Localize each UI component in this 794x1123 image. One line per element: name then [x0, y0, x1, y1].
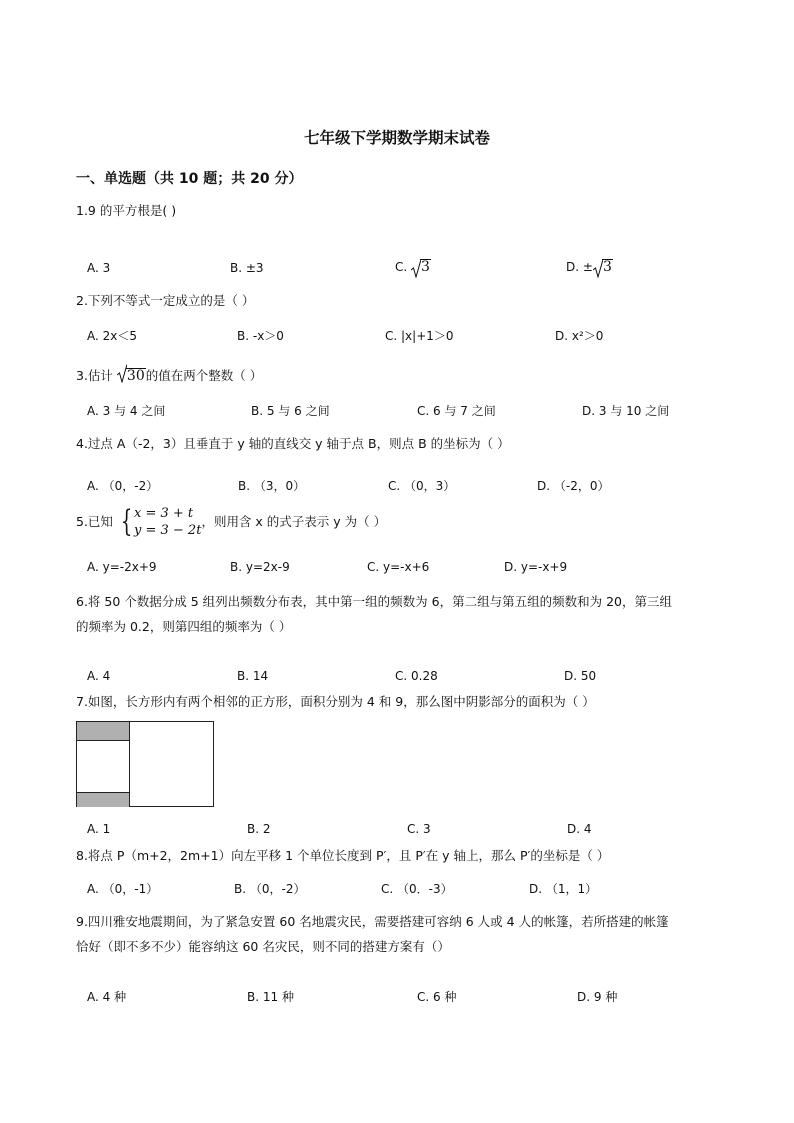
question-9-stem-line-1: 9.四川雅安地震期间，为了紧急安置 60 名地震灾民，需要搭建可容纳 6 人或 4 人的帐篷，若所搭建的帐篷	[76, 914, 669, 929]
question-5-stem	[76, 505, 386, 539]
option-d-label: D. ±	[566, 260, 593, 274]
question-7-option-c: C. 3	[407, 822, 431, 836]
page-title: 七年级下学期数学期末试卷	[303, 129, 490, 147]
question-7-option-a: A. 1	[87, 822, 111, 836]
question-6-option-b: B. 14	[237, 669, 269, 683]
question-8-stem: 8.将点 P（m+2，2m+1）向左平移 1 个单位长度到 P′，且 P′在 y 轴上，那么 P′的坐标是（ ）	[76, 848, 610, 863]
question-6-option-c: C. 0.28	[395, 669, 438, 683]
q3-stem-prefix: 3.估计	[76, 368, 117, 383]
question-7-option-b: B. 2	[247, 822, 271, 836]
equation-1: x = 3 + t	[134, 506, 194, 521]
question-9-option-d: D. 9 种	[577, 990, 618, 1004]
question-5-option-c: C. y=-x+6	[367, 560, 430, 574]
question-9-option-c: C. 6 种	[417, 990, 457, 1004]
question-4-option-d: D. （-2，0）	[537, 479, 610, 493]
q5-stem-suffix: ，则用含 x 的式子表示 y 为（ ）	[201, 514, 387, 529]
question-9-stem-line-2: 恰好（即不多不少）能容纳这 60 名灾民，则不同的搭建方案有（）	[76, 939, 450, 954]
shaded-region-top	[77, 722, 130, 741]
question-4-stem: 4.过点 A（-2，3）且垂直于 y 轴的直线交 y 轴于点 B，则点 B 的坐标为（ ）	[76, 436, 510, 451]
question-1-option-b: B. ±3	[230, 261, 264, 275]
radicand: 3	[421, 259, 430, 275]
equation-system	[134, 505, 201, 539]
question-2-option-d: D. x²＞0	[555, 329, 604, 343]
equation-2: y = 3 − 2t	[134, 523, 202, 538]
question-7-option-d: D. 4	[567, 822, 592, 836]
left-brace: {	[120, 504, 133, 539]
question-4-option-a: A. （0，-2）	[87, 479, 159, 493]
sqrt-3-expression	[411, 259, 431, 275]
option-c-label: C.	[395, 260, 412, 274]
question-5-option-d: D. y=-x+9	[504, 560, 568, 574]
question-4-option-b: B. （3，0）	[238, 479, 306, 493]
question-2-option-a: A. 2x＜5	[87, 329, 137, 343]
question-8-option-b: B. （0，-2）	[234, 882, 306, 896]
question-8-option-d: D. （1，1）	[529, 882, 598, 896]
question-5-option-b: B. y=2x-9	[230, 560, 290, 574]
question-2-option-b: B. -x＞0	[237, 329, 284, 343]
question-3-option-b: B. 5 与 6 之间	[251, 404, 330, 418]
small-square	[77, 741, 130, 792]
question-8-option-c: C. （0．-3）	[381, 882, 453, 896]
question-3-option-d: D. 3 与 10 之间	[582, 404, 670, 418]
sqrt-30-expression	[117, 364, 146, 387]
question-6-stem-line-1: 6.将 50 个数据分成 5 组列出频数分布表，其中第一组的频数为 6，第二组与第五组的频数和为 20，第三组	[76, 594, 672, 609]
question-8-option-a: A. （0，-1）	[87, 882, 159, 896]
question-2-stem: 2.下列不等式一定成立的是（ ）	[76, 293, 255, 308]
question-5-option-a: A. y=-2x+9	[87, 560, 157, 574]
question-3-option-a: A. 3 与 4 之间	[87, 404, 166, 418]
sqrt-3-expression	[593, 259, 613, 275]
rectangle-figure	[76, 721, 214, 807]
question-4-option-c: C. （0，3）	[388, 479, 456, 493]
radicand: 30	[126, 368, 145, 384]
section-heading: 一、单选题（共 10 题；共 20 分）	[76, 171, 303, 187]
question-1-stem: 1.9 的平方根是( )	[76, 203, 177, 218]
question-6-stem-line-2: 的频率为 0.2，则第四组的频率为（ ）	[76, 619, 292, 634]
question-9-option-a: A. 4 种	[87, 990, 127, 1004]
question-3-stem	[76, 364, 262, 387]
question-6-option-a: A. 4	[87, 669, 111, 683]
q3-stem-suffix: 的值在两个整数（ ）	[145, 368, 263, 383]
question-7-stem: 7.如图，长方形内有两个相邻的正方形，面积分别为 4 和 9，那么图中阴影部分的面积为（ ）	[76, 694, 595, 709]
question-1-option-d	[566, 259, 613, 275]
question-1-option-a: A. 3	[87, 261, 111, 275]
shaded-region-bottom	[77, 792, 130, 807]
question-3-option-c: C. 6 与 7 之间	[417, 404, 496, 418]
q5-stem-prefix: 5.已知	[76, 514, 117, 529]
question-2-option-c: C. |x|+1＞0	[385, 329, 454, 343]
question-9-option-b: B. 11 种	[247, 990, 294, 1004]
radicand: 3	[602, 259, 612, 275]
question-6-option-d: D. 50	[564, 669, 597, 683]
question-1-option-c	[395, 259, 431, 275]
